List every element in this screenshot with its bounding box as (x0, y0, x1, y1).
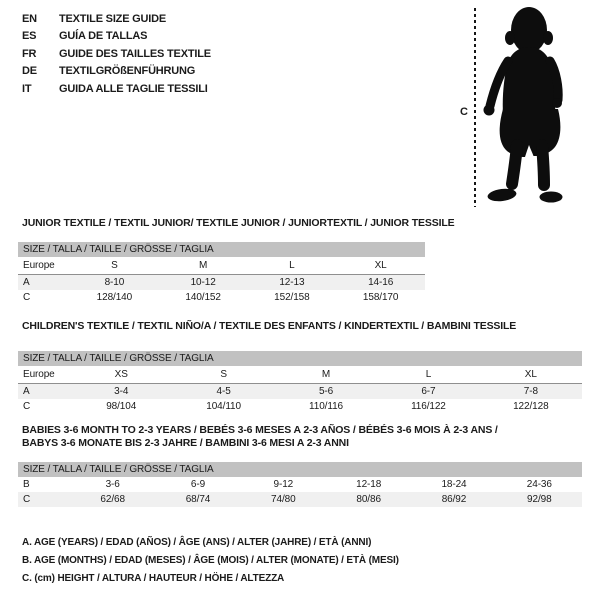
language-code: ES (22, 30, 37, 43)
row-label: C (23, 401, 31, 412)
table-row (18, 399, 582, 414)
table-cell: 104/110 (206, 401, 241, 412)
language-row (22, 28, 211, 45)
table-cell: 116/122 (411, 401, 446, 412)
table-cell: 6-9 (190, 479, 206, 490)
table-cell: 74/80 (271, 494, 296, 505)
table-cell: M (321, 369, 331, 380)
language-row (22, 11, 211, 28)
size-table-section (18, 424, 582, 507)
language-title: GUIDE DES TAILLES TEXTILE (59, 47, 211, 60)
section-title-line: JUNIOR TEXTILE / TEXTIL JUNIOR/ TEXTILE JUNIOR / JUNIORTEXTIL / JUNIOR TESSILE (22, 217, 455, 229)
language-row (22, 63, 211, 80)
table-cell: 3-4 (114, 386, 129, 397)
table-cell: 5-6 (318, 386, 334, 397)
table-cell: 98/104 (106, 401, 137, 412)
table-cell: 18-24 (441, 479, 467, 490)
section-title (22, 217, 455, 230)
language-title: TEXTILE SIZE GUIDE (59, 13, 167, 25)
table-cell: S (220, 369, 227, 380)
language-code: IT (22, 82, 32, 95)
table-cell: S (111, 260, 118, 271)
table-cell: L (289, 260, 295, 271)
language-title: TEXTILGRÖßENFÜHRUNG (59, 65, 196, 78)
language-row (22, 81, 211, 98)
table-cell: 3-6 (105, 479, 120, 490)
table-cell: 12-18 (356, 479, 382, 490)
table-cell: 4-5 (216, 386, 231, 397)
table-cell: 6-7 (421, 386, 436, 397)
height-figure (452, 5, 592, 213)
language-code: EN (22, 13, 37, 25)
table-cell: 10-12 (190, 277, 216, 288)
row-label: A (23, 277, 30, 288)
section-title (22, 320, 582, 333)
footnote-line: A. AGE (YEARS) / EDAD (AÑOS) / ÂGE (ANS) / ALTER (JAHRE) / ETÀ (ANNI) (22, 537, 372, 548)
table-cell: 14-16 (368, 277, 394, 288)
footnotes (22, 534, 399, 588)
table-cell: 152/158 (274, 292, 310, 303)
table-row (18, 384, 582, 399)
row-label: A (23, 386, 30, 397)
language-code: FR (22, 47, 37, 60)
table-cell: XL (374, 260, 387, 271)
footnote-line: B. AGE (MONTHS) / EDAD (MESES) / ÂGE (MOIS) / ALTER (MONATE) / ETÀ (MESI) (22, 555, 399, 566)
table-cell: L (425, 369, 432, 380)
size-table-section (18, 320, 582, 414)
table-cell: 80/86 (356, 494, 381, 505)
language-row (22, 46, 211, 63)
table-cell: 128/140 (96, 292, 133, 303)
size-table (18, 462, 582, 507)
table-cell: 68/74 (185, 494, 211, 505)
table-cell: 24-36 (526, 479, 552, 490)
size-table-section (18, 217, 455, 305)
size-header-bar: SIZE / TALLA / TAILLE / GRÖSSE / TAGLIA (18, 242, 425, 257)
baby-silhouette-icon (481, 5, 573, 207)
row-label: Europe (23, 369, 55, 380)
table-cell: 12-13 (279, 277, 305, 288)
section-title-line: BABYS 3-6 MONATE BIS 2-3 JAHRE / BAMBINI 3-6 MESI A 2-3 ANNI (22, 437, 349, 449)
table-row (18, 492, 582, 507)
language-title: GUÍA DE TALLAS (59, 30, 148, 43)
table-cell: 110/116 (309, 401, 343, 412)
language-title: GUIDA ALLE TAGLIE TESSILI (59, 82, 208, 95)
row-label: C (23, 494, 31, 505)
height-measure-label: C (460, 106, 468, 118)
size-table (18, 242, 425, 305)
table-cell: 9-12 (273, 479, 294, 490)
table-cell: 122/128 (513, 401, 549, 412)
size-table (18, 351, 582, 414)
size-header-bar: SIZE / TALLA / TAILLE / GRÖSSE / TAGLIA (18, 351, 582, 366)
table-row (18, 275, 425, 290)
footnote-line: C. (cm) HEIGHT / ALTURA / HAUTEUR / HÖHE / ALTEZZA (22, 573, 285, 584)
table-cell: 86/92 (441, 494, 467, 505)
size-header-bar: SIZE / TALLA / TAILLE / GRÖSSE / TAGLIA (18, 462, 582, 477)
table-row (18, 477, 582, 492)
row-label: B (23, 479, 30, 490)
table-cell: 140/152 (185, 292, 221, 303)
table-row (18, 366, 582, 384)
table-cell: XL (524, 369, 537, 380)
row-label: C (23, 292, 31, 303)
table-cell: XS (114, 369, 128, 380)
table-row (18, 257, 425, 275)
table-row (18, 290, 425, 305)
language-code: DE (22, 65, 37, 78)
section-title-line: CHILDREN'S TEXTILE / TEXTIL NIÑO/A / TEXTILE DES ENFANTS / KINDERTEXTIL / BAMBINI TESSILE (22, 320, 517, 332)
section-title (22, 424, 582, 450)
table-cell: 7-8 (523, 386, 538, 397)
table-cell: 62/68 (100, 494, 125, 505)
table-cell: 158/170 (362, 292, 399, 303)
section-title-line: BABIES 3-6 MONTH TO 2-3 YEARS / BEBÉS 3-6 MESES A 2-3 AÑOS / BÉBÉS 3-6 MOIS À 2-3 ANS / (22, 424, 498, 436)
height-dashed-line (474, 8, 476, 207)
table-cell: 92/98 (527, 494, 552, 505)
row-label: Europe (23, 260, 55, 271)
table-cell: 8-10 (104, 277, 125, 288)
table-cell: M (199, 260, 208, 271)
language-list (22, 11, 211, 98)
